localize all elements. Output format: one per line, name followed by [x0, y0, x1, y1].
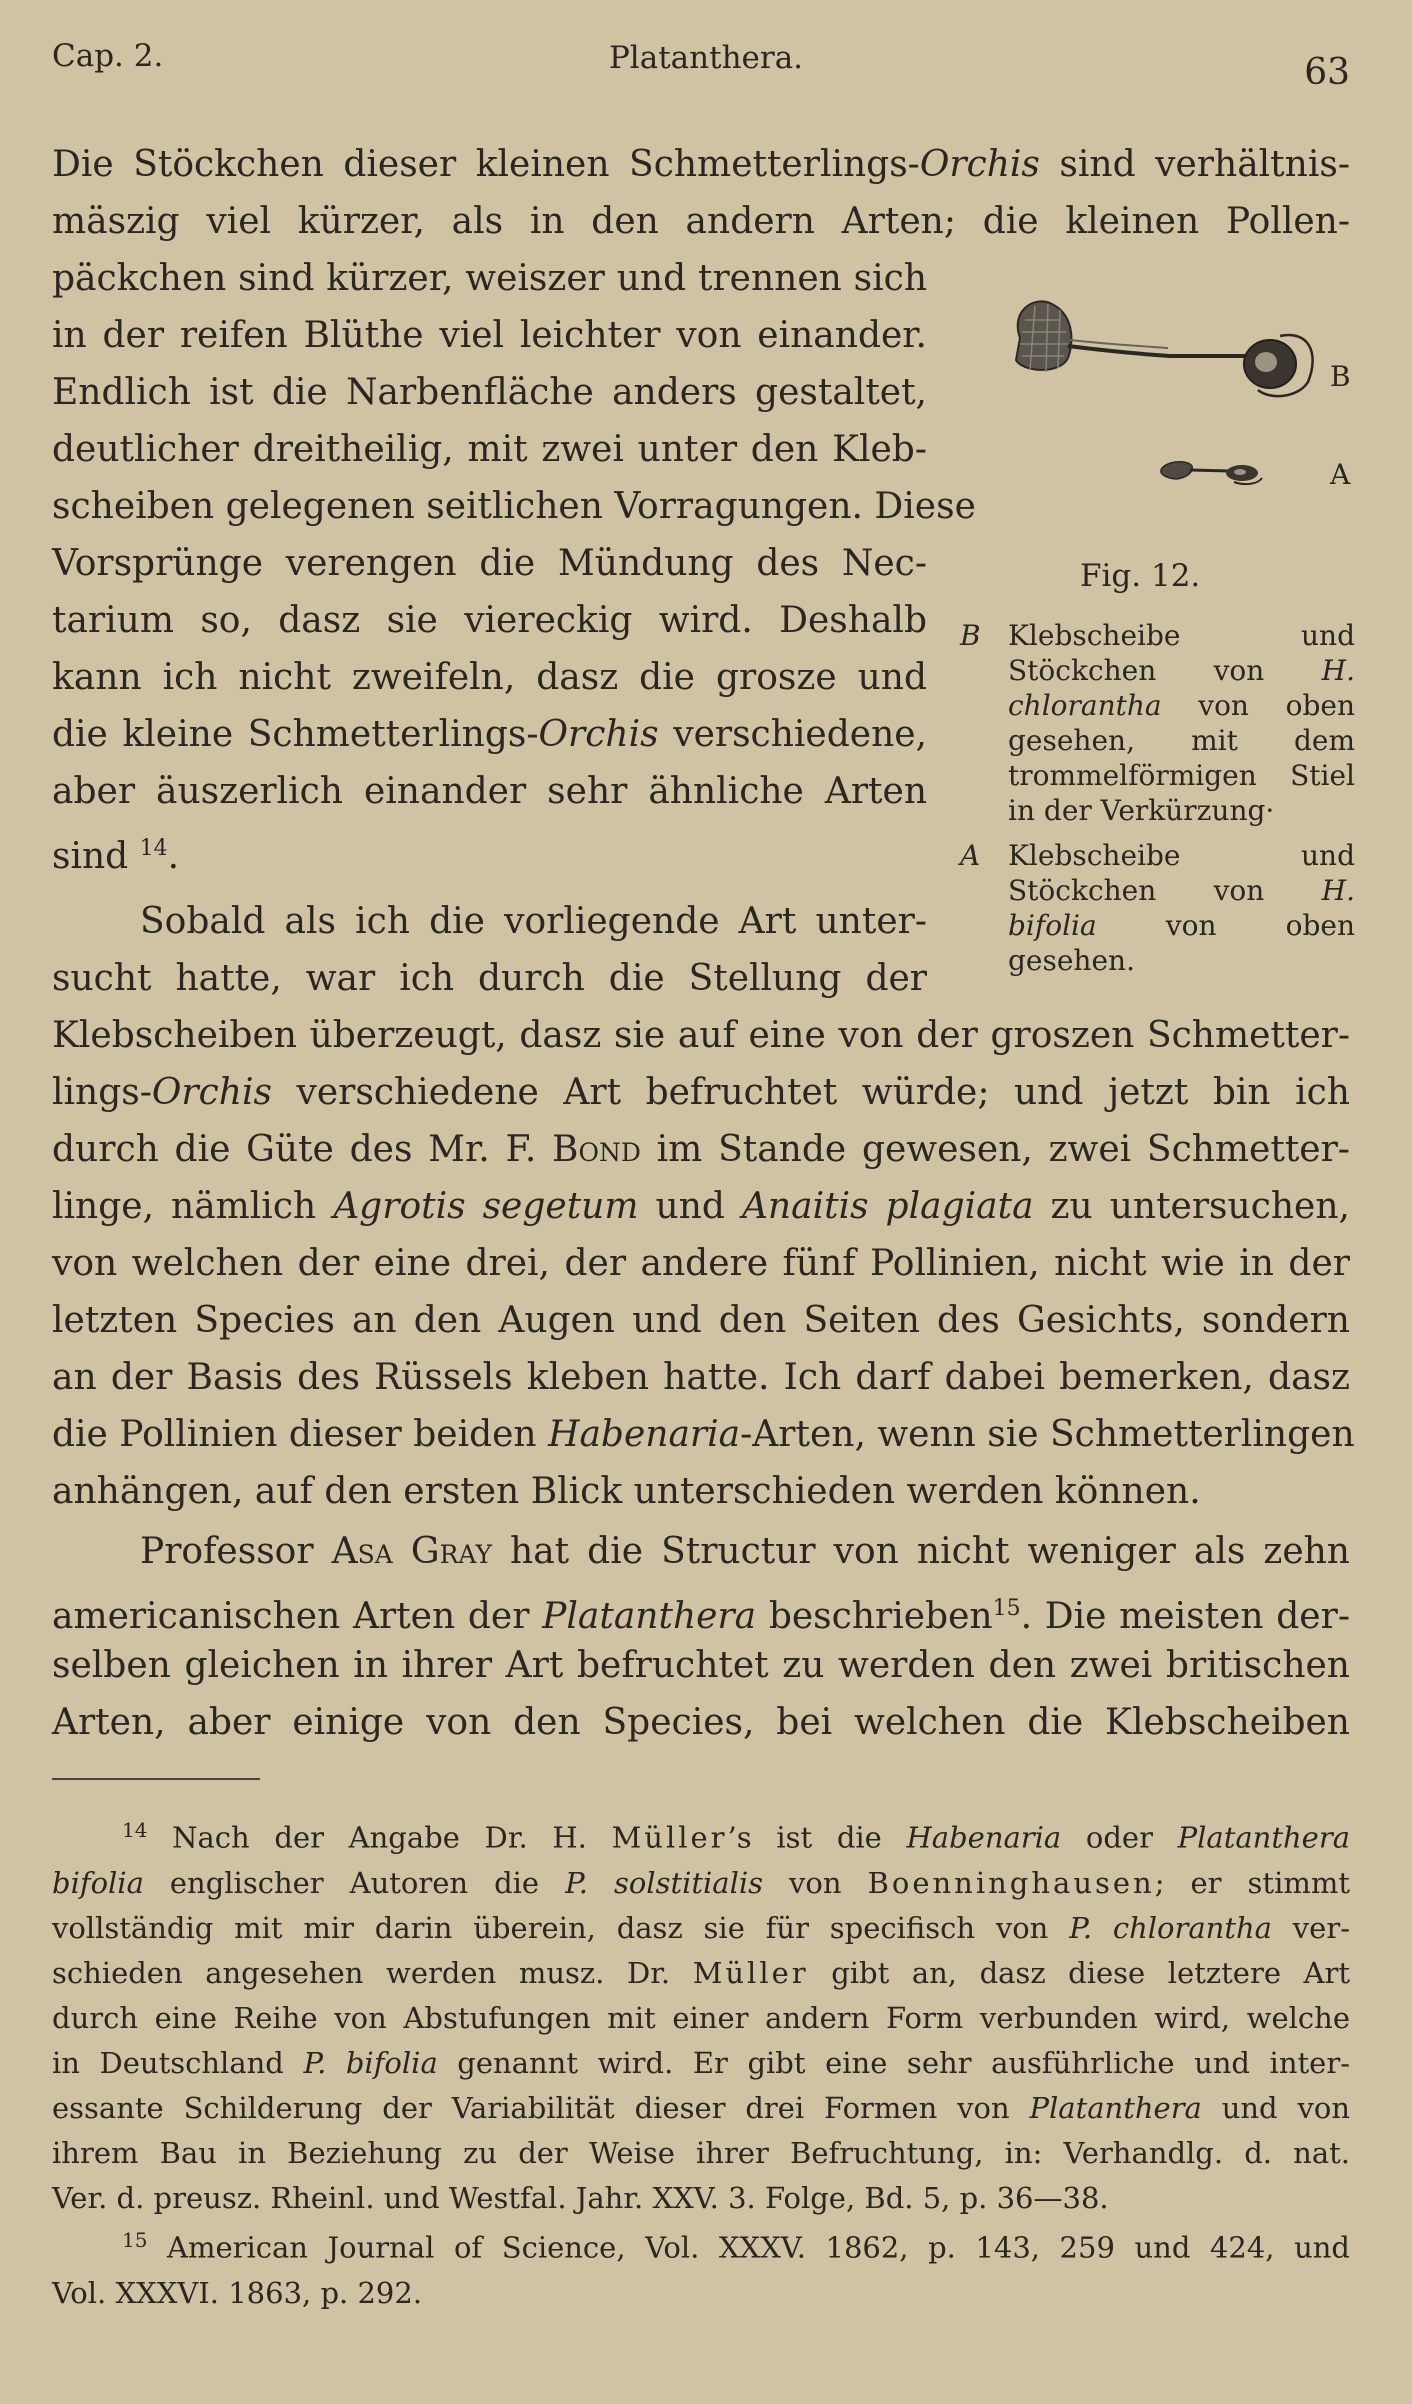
figure-title: Fig. 12. [1080, 558, 1201, 594]
running-header [52, 38, 1360, 93]
text-line: päckchen sind kürzer, weiszer und trennen sich [52, 258, 927, 299]
footnote-ref[interactable]: 15 [992, 1596, 1021, 1621]
footnote-ref[interactable]: 14 [139, 836, 168, 861]
text-line: an der Basis des Rüssels kleben hatte. Ich darf dabei bemerken, dasz [52, 1357, 1350, 1398]
text-line: linge, nämlich Agrotis segetum und Anaitis plagiata zu untersuchen, [52, 1186, 1350, 1227]
page-number: 63 [1304, 52, 1350, 93]
text-line: Klebscheiben überzeugt, dasz sie auf eine von der groszen Schmetter- [52, 1015, 1350, 1056]
text-line: Sobald als ich die vorliegende Art unter- [140, 901, 927, 942]
caption-b: B Klebscheibe und Stöckchen von H. chlorantha von oben gesehen, mit dem trommelförmigen Stiel in der Verkürzung· [960, 619, 1355, 827]
text-line: die kleine Schmetterlings-Orchis verschiedene, [52, 714, 928, 755]
text-line: Professor Asa Gray hat die Structur von nicht weniger als zehn [140, 1531, 1350, 1572]
text-line: lings-Orchis verschiedene Art befruchtet würde; und jetzt bin ich [52, 1072, 1350, 1113]
text-line: sind $^{14}$. [52, 836, 180, 877]
text-line: deutlicher dreitheilig, mit zwei unter den Kleb- [52, 429, 927, 470]
text-line: Endlich ist die Narbenfläche anders gestaltet, [52, 372, 927, 413]
footnote-divider [52, 1778, 260, 1780]
text-line: in der reifen Blüthe viel leichter von einander. [52, 315, 927, 356]
text-line: anhängen, auf den ersten Blick unterschieden werden können. [52, 1471, 1201, 1512]
caption-a: A Klebscheibe und Stöckchen von H. bifolia von oben gesehen. [960, 839, 1355, 977]
text-line: mäszig viel kürzer, als in den andern Arten; die kleinen Pollen- [52, 201, 1350, 242]
text-line: Arten, aber einige von den Species, bei welchen die Klebscheiben [52, 1702, 1350, 1743]
pollinium-b [1016, 301, 1313, 396]
text-line: tarium so, dasz sie viereckig wird. Deshalb [52, 600, 927, 641]
text-line: durch die Güte des Mr. F. Bond im Stande gewesen, zwei Schmetter- [52, 1129, 1350, 1170]
text-line: von welchen der eine drei, der andere fünf Pollinien, nicht wie in der [52, 1243, 1350, 1284]
text-line: kann ich nicht zweifeln, dasz die grosze und [52, 657, 927, 698]
text-line: aber äuszerlich einander sehr ähnliche Arten [52, 771, 927, 812]
text-line: sucht hatte, war ich durch die Stellung der [52, 958, 927, 999]
chapter-label: Cap. 2. [52, 38, 164, 74]
pollinium-a [1161, 462, 1262, 484]
text-line: scheiben gelegenen seitlichen Vorragungen. Diese [52, 486, 976, 527]
text-line: selben gleichen in ihrer Art befruchtet zu werden den zwei britischen [52, 1645, 1350, 1686]
running-title: Platanthera. [608, 40, 804, 76]
footnote-14: $^{14}$ Nach der Angabe Dr. H. Müller’s ist die Habenaria oder Platanthera bifolia englischer Autoren die P. solstitialis von Boenninghausen; er stimmt vollständig mit mir darin überein, dasz sie für specifisch von P. chlorantha ver- schieden angesehen werden musz. Dr. Müller gibt an, dasz diese letztere Art durch eine Reihe von Abstufungen mit einer andern Form verbunden wird, welche in Deutschland P. bifolia genannt wird. Er gibt eine sehr ausführliche und inter- essante Schilderung der Variabilität dieser drei Formen von Platanthera und von ihrem Bau in Beziehung zu der Weise ihrer Befruchtung, in: Verhandlg. d. nat. Ver. d. preusz. Rheinl. und Westfal. Jahr. XXV. 3. Folge, Bd. 5, p. 36—38. [52, 1818, 1351, 2215]
text-line: die Pollinien dieser beiden Habenaria-Arten, wenn sie Schmetterlingen [52, 1414, 1355, 1455]
text-line: Die Stöckchen dieser kleinen Schmetterlings-Orchis sind verhältnis- [52, 144, 1350, 185]
figure-label-b: B [1330, 360, 1351, 393]
text-line: Vorsprünge verengen die Mündung des Nec- [52, 543, 927, 584]
footnote-15: $^{15}$ American Journal of Science, Vol. XXXV. 1862, p. 143, 259 und 424, und Vol. XXXVI. 1863, p. 292. [52, 2228, 1350, 2310]
text-line: letzten Species an den Augen und den Seiten des Gesichts, sondern [52, 1300, 1350, 1341]
text-line: americanischen Arten der Platanthera beschrieben$^{15}$. Die meisten der- [52, 1596, 1350, 1637]
figure-label-a: A [1330, 458, 1351, 491]
